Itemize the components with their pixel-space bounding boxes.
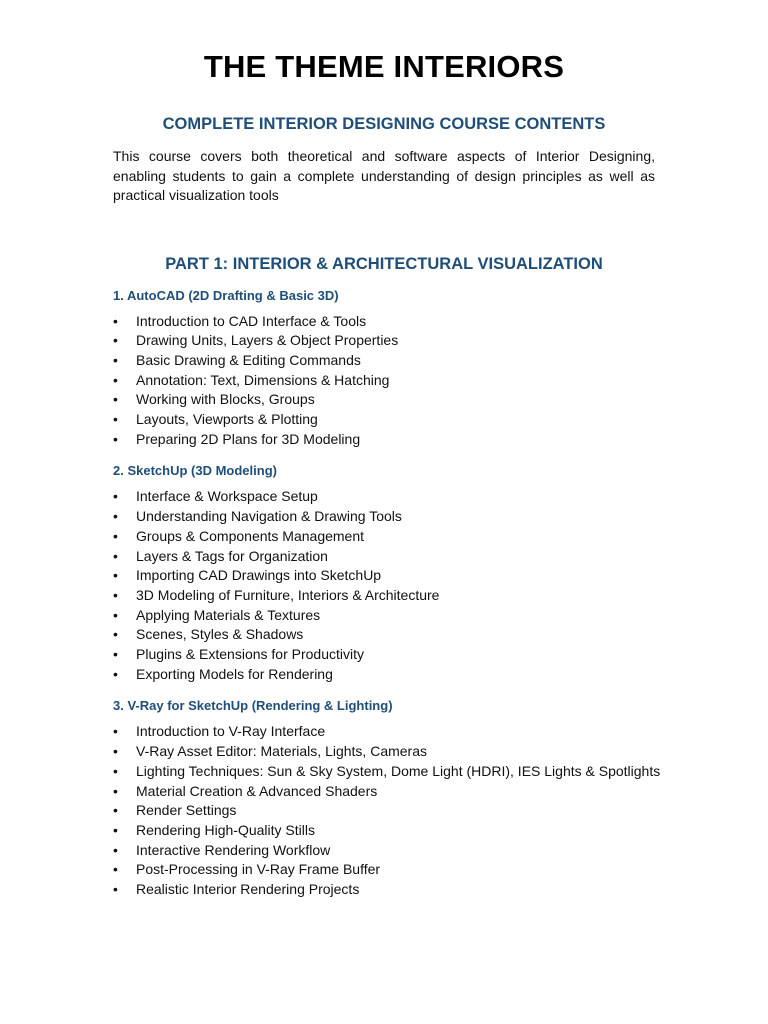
course-sections [113,287,661,900]
document-subtitle: COMPLETE INTERIOR DESIGNING COURSE CONTENTS [162,115,606,133]
intro-paragraph: This course covers both theoretical and software aspects of Interior Designing, enabling students to gain a complete understanding of design principles as well as practical visualization tools [113,148,655,203]
list-item: • Realistic Interior Rendering Projects [113,880,655,900]
course-section [113,463,655,684]
course-section [113,698,661,899]
list-item: • Applying Materials & Textures [113,606,655,626]
part-title: PART 1: INTERIOR & ARCHITECTURAL VISUALIZATION [165,254,603,273]
list-item: • Annotation: Text, Dimensions & Hatching [113,371,655,391]
list-item: • Plugins & Extensions for Productivity [113,645,655,665]
list-item: • Lighting Techniques: Sun & Sky System, Dome Light (HDRI), IES Lights & Spotlights [113,762,655,782]
topic-list [113,312,655,450]
topic-list [113,722,661,899]
list-item: • Basic Drawing & Editing Commands [113,351,655,371]
list-item: • Render Settings [113,801,655,821]
list-item: • Material Creation & Advanced Shaders [113,782,655,802]
list-item: • Groups & Components Management [113,527,655,547]
list-item: • Importing CAD Drawings into SketchUp [113,566,655,586]
list-item: • Drawing Units, Layers & Object Properties [113,331,655,351]
list-item: • Rendering High-Quality Stills [113,821,655,841]
list-item: • Layers & Tags for Organization [113,547,655,567]
list-item: • Post-Processing in V-Ray Frame Buffer [113,860,655,880]
document-title: THE THEME INTERIORS [203,49,565,84]
list-item: • Interface & Workspace Setup [113,487,655,507]
list-item: • Working with Blocks, Groups [113,390,655,410]
course-section [113,288,655,450]
topic-list [113,487,655,684]
list-item: • Introduction to CAD Interface & Tools [113,312,655,332]
section-heading: 1. AutoCAD (2D Drafting & Basic 3D) [113,287,339,303]
list-item: • 3D Modeling of Furniture, Interiors & Architecture [113,586,655,606]
list-item: • V-Ray Asset Editor: Materials, Lights, Cameras [113,742,655,762]
list-item: • Layouts, Viewports & Plotting [113,410,655,430]
list-item: • Preparing 2D Plans for 3D Modeling [113,430,655,450]
section-heading: 2. SketchUp (3D Modeling) [113,463,277,479]
section-heading: 3. V-Ray for SketchUp (Rendering & Lighting) [113,698,393,714]
list-item: • Understanding Navigation & Drawing Tools [113,507,655,527]
list-item: • Interactive Rendering Workflow [113,841,655,861]
list-item: • Exporting Models for Rendering [113,665,655,685]
list-item: • Scenes, Styles & Shadows [113,625,655,645]
list-item: • Introduction to V-Ray Interface [113,722,655,742]
